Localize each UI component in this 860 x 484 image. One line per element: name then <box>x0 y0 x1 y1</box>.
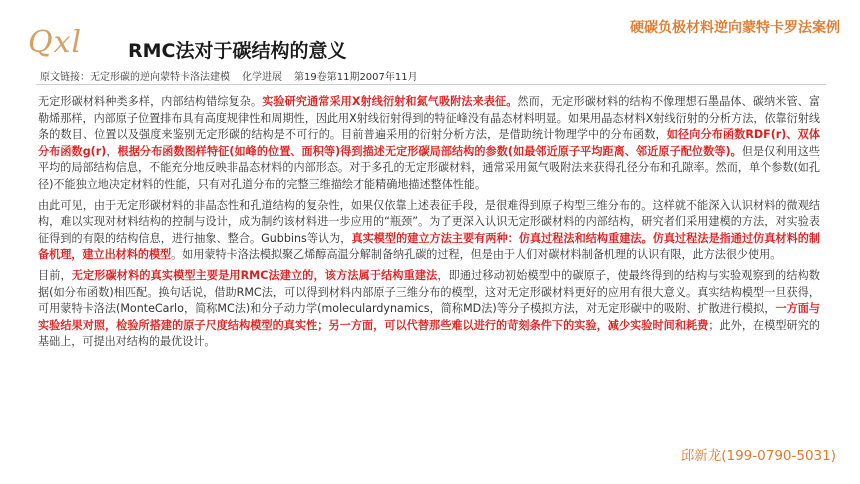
paragraph <box>38 198 820 264</box>
paragraph <box>38 268 820 351</box>
text-run: 由此可见，由于无定形碳材料的非晶态性和孔道结构的复杂性，如果仅依靠上述表征手段，是很难得到原子构型三维分布的。这样就不能深入认识材料的微观结构，难以实现对材料结构的控制与设计，成为制约该材料进一步应用的“瓶颈”。为了更深入认识无定形碳材料的内部结构，研究者们采用建模的方法，对实验表征得到的有限的结构信息，进行抽象、整合。Gubbins等认为， <box>38 198 820 245</box>
highlight-run: 无定形碳材料的真实模型主要是用RMC法建立的，该方法属于结构重建法 <box>71 268 438 282</box>
text-run: 。如用蒙特卡洛法模拟聚乙烯醇高温分解制备纳孔碳的过程，但是由于人们对碳材料制备机理的认识有限，此方法很少使用。 <box>171 248 782 262</box>
text-run: ；此外，在模型研究的基础上，可提出对结构的最优设计。 <box>38 318 820 349</box>
source-label: 原文链接： <box>40 72 90 83</box>
text-run: 然而，无定形碳材料的结构不像理想石墨晶体、碳纳米管、富勒烯那样，内部原子位置排布具有高度规律性和周期性，因此用X射线衍射得到的特征峰没有晶态材料明显。如果用晶态材料X射线衍射的分析方法，依靠衍射线条的数目、位置以及强度来鉴别无定形碳的结构是不可行的。目前普遍采用的衍射分析方法，是借助统计物理学中的分布函数， <box>38 95 820 142</box>
source-link[interactable]: 无定形碳的逆向蒙特卡洛法建模 <box>90 72 230 83</box>
highlight-run: 真实模型的建立方法主要有两种：仿真过程法和结构重建法。仿真过程法是指通过仿真材料的制备机理，建立出材料的模型 <box>38 231 820 262</box>
paragraph <box>38 94 820 194</box>
highlight-run: 实验研究通常采用X射线衍射和氮气吸附法来表征。 <box>262 95 518 108</box>
source-issue: 第19卷第11期2007年11月 <box>294 72 418 83</box>
text-run: ，即通过移动初始模型中的碳原子，使最终得到的结构与实验观察到的结构数据(如分布函数)相匹配。换句话说，借助RMC法，可以得到材料内部原子三维分布的模型，这对无定形碳材料更好的应用有很大意义。真实结构模型一旦获得，可用蒙特卡洛法(MonteCarlo，简称MC法)和分子动力学(moleculardynamics，简称MD法)等分子模拟方法，对无定形碳中的吸附、扩散进行模拟， <box>38 268 820 316</box>
page-title: RMC法对于碳结构的意义 <box>128 40 347 62</box>
source-line <box>40 68 430 83</box>
text-run: 目前， <box>38 268 72 282</box>
highlight-run: 一方面与实验结果对照，检验所搭建的原子尺度结构模型的真实性；另一方面，可以代替那些难以进行的苛刻条件下的实验，减少实验时间和耗费 <box>38 302 820 332</box>
highlight-run: 如径向分布函数RDF(r)、双体分布函数g(r) <box>38 128 820 158</box>
series-title: 硬碳负极材料逆向蒙特卡罗法案例 <box>630 20 840 36</box>
header-divider <box>36 84 826 85</box>
text-run: ， <box>106 144 118 158</box>
author-contact: 邱新龙(199-0790-5031) <box>680 448 836 464</box>
source-journal: 化学进展 <box>242 72 282 83</box>
brand-logo: Qxl <box>28 25 83 60</box>
text-run: 但是仅利用这些平均的局部结构信息，不能充分地反映非晶态材料的内部形态。对于多孔的无定形碳材料，通常采用氮气吸附法来获得孔径分布和孔隙率。然而，单个参数(如孔径)不能独立地决定材料的性能，只有对孔道分布的完整三维描绘才能精确地描述整体性能。 <box>38 144 820 191</box>
highlight-run: 根据分布函数图样特征(如峰的位置、面积等)得到描述无定形碳局部结构的参数(如最邻近原子平均距离、邻近原子配位数等)。 <box>117 144 742 158</box>
text-run: 无定形碳材料种类多样，内部结构错综复杂。 <box>38 95 263 108</box>
article-body <box>38 94 820 355</box>
